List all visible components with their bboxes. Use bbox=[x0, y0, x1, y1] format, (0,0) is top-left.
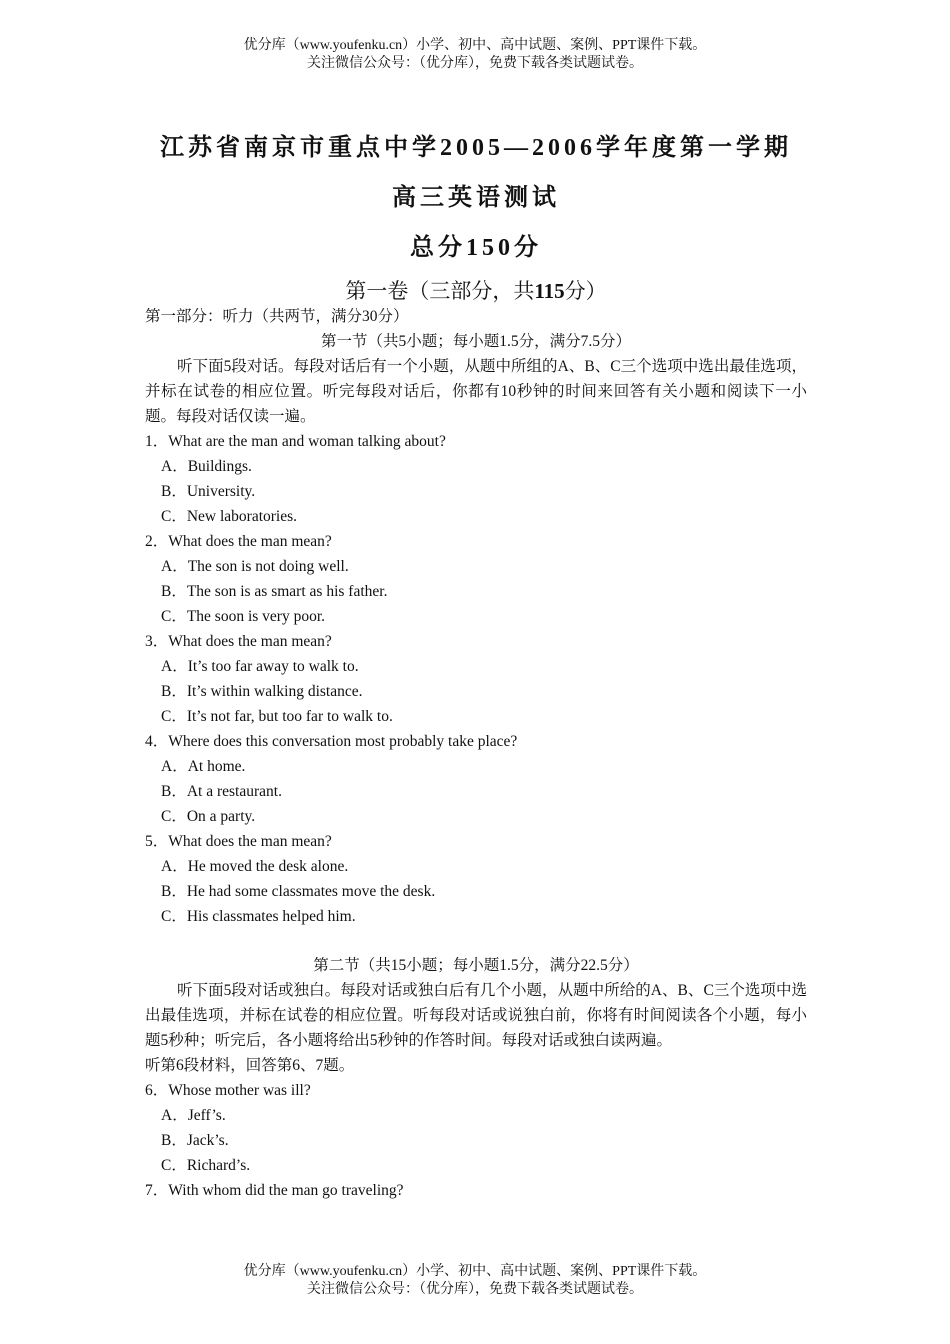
option-a: A．Jeff’s. bbox=[161, 1107, 226, 1124]
option-b: B．University. bbox=[161, 483, 256, 500]
volume-prefix: 第一卷（三部分，共 bbox=[345, 279, 535, 303]
section2-heading: 第二节（共15小题；每小题1.5分，满分22.5分） bbox=[313, 957, 639, 974]
question-1 bbox=[145, 429, 807, 529]
option-a: A．At home. bbox=[161, 758, 246, 775]
question-text: 6．Whose mother was ill? bbox=[145, 1082, 311, 1099]
option-c: C．It’s not far, but too far to walk to. bbox=[161, 708, 393, 725]
question-text: 3．What does the man mean? bbox=[145, 633, 332, 650]
option-c: C．On a party. bbox=[161, 808, 256, 825]
question-5 bbox=[145, 829, 807, 929]
question-text: 7．With whom did the man go traveling? bbox=[145, 1182, 404, 1199]
document-body bbox=[145, 128, 807, 1203]
header-line-2: 关注微信公众号：（优分库），免费下载各类试题试卷。 bbox=[307, 56, 643, 71]
option-c: C．Richard’s. bbox=[161, 1157, 251, 1174]
footer-line-2: 关注微信公众号：（优分库），免费下载各类试题试卷。 bbox=[307, 1282, 643, 1297]
header-line-1: 优分库（www.youfenku.cn）小学、初中、高中试题、案例、PPT课件下载。 bbox=[243, 38, 707, 53]
title-school: 江苏省南京市重点中学2005—2006学年度第一学期 bbox=[160, 135, 792, 161]
question-7 bbox=[145, 1178, 807, 1203]
material-note: 听第6段材料，回答第6、7题。 bbox=[145, 1057, 355, 1074]
option-b: B．He had some classmates move the desk. bbox=[161, 883, 436, 900]
section1-instructions: 听下面5段对话。每段对话后有一个小题，从题中所组的A、B、C三个选项中选出最佳选项，并标在试卷的相应位置。听完每段对话后，你都有10秒钟的时间来回答有关小题和阅读下一小题。每段对话仅读一遍。 bbox=[145, 358, 807, 425]
option-b: B．Jack’s. bbox=[161, 1132, 229, 1149]
section2-instructions: 听下面5段对话或独白。每段对话或独白后有几个小题，从题中所给的A、B、C三个选项中选出最佳选项，并标在试卷的相应位置。听每段对话或说独白前，你将有时间阅读各个小题，每小题5秒种；听完后，各小题将给出5秒钟的作答时间。每段对话或独白读两遍。 bbox=[145, 982, 807, 1049]
question-text: 4．Where does this conversation most probably take place? bbox=[145, 733, 518, 750]
option-c: C．New laboratories. bbox=[161, 508, 298, 525]
option-b: B．The son is as smart as his father. bbox=[161, 583, 388, 600]
part1-heading: 第一部分：听力（共两节，满分30分） bbox=[145, 308, 409, 325]
option-a: A．It’s too far away to walk to. bbox=[161, 658, 359, 675]
footer-line-1: 优分库（www.youfenku.cn）小学、初中、高中试题、案例、PPT课件下载。 bbox=[243, 1264, 707, 1279]
page-header bbox=[0, 37, 950, 73]
section1-heading: 第一节（共5小题；每小题1.5分，满分7.5分） bbox=[320, 333, 631, 350]
volume-heading bbox=[145, 278, 807, 304]
option-a: A．He moved the desk alone. bbox=[161, 858, 349, 875]
option-c: C．The soon is very poor. bbox=[161, 608, 326, 625]
question-6 bbox=[145, 1078, 807, 1178]
question-text: 5．What does the man mean? bbox=[145, 833, 332, 850]
question-3 bbox=[145, 629, 807, 729]
section-gap bbox=[145, 929, 807, 953]
option-b: B．At a restaurant. bbox=[161, 783, 282, 800]
question-4 bbox=[145, 729, 807, 829]
option-c: C．His classmates helped him. bbox=[161, 908, 356, 925]
volume-suffix: 分） bbox=[564, 279, 607, 303]
title-total-score: 总分150分 bbox=[410, 235, 542, 261]
page-footer bbox=[0, 1263, 950, 1299]
option-a: A．Buildings. bbox=[161, 458, 252, 475]
question-2 bbox=[145, 529, 807, 629]
volume-score: 115 bbox=[534, 279, 565, 303]
option-a: A．The son is not doing well. bbox=[161, 558, 349, 575]
option-b: B．It’s within walking distance. bbox=[161, 683, 363, 700]
question-text: 2．What does the man mean? bbox=[145, 533, 332, 550]
question-text: 1．What are the man and woman talking about? bbox=[145, 433, 446, 450]
title-subject: 高三英语测试 bbox=[392, 185, 560, 211]
